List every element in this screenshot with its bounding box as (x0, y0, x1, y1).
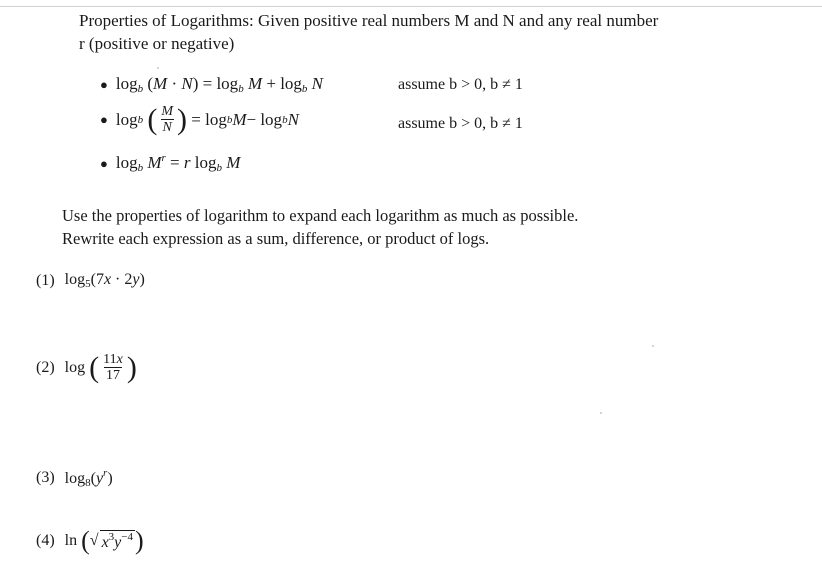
scan-speck (157, 67, 159, 69)
scan-speck (600, 412, 602, 414)
quotient-rule: ● log b ( $\frac{M}{N}$ ) = log b M − log b N (100, 102, 299, 136)
problem-expression: ln ( √ $x^3y^{-4}$ ) (64, 526, 144, 555)
problem-label: (1) (36, 271, 55, 289)
problem-expression: log ( $\frac{11x}{17}$ ) (64, 350, 137, 384)
problem-2 (36, 352, 137, 383)
quotient-rule-assumption: assume b > 0, b ≠ 1 (398, 115, 523, 132)
top-border (0, 6, 822, 7)
problem-label: (2) (36, 358, 55, 376)
problem-expression: $\log_5(7x \cdot 2y)$ (64, 271, 145, 290)
intro-line-1: Properties of Logarithms: Given positive real numbers M and N and any real number (79, 11, 659, 30)
problem-expression: $\log_8(y^r)$ (64, 467, 113, 489)
instructions-line-1: Use the properties of logarithm to expand each logarithm as much as possible. (62, 206, 579, 225)
intro-line-2: r (positive or negative) (79, 34, 235, 53)
problem-label: (4) (36, 532, 55, 549)
bullet-icon: ● (100, 156, 108, 171)
problem-label: (3) (36, 469, 55, 486)
instructions-line-2: Rewrite each expression as a sum, difference, or product of logs. (62, 229, 490, 248)
bullet-icon: ● (100, 77, 108, 92)
problem-3 (36, 467, 113, 489)
problem-4 (36, 526, 144, 556)
product-rule-assumption: assume b > 0, b ≠ 1 (398, 76, 523, 93)
bullet-icon: ● (100, 111, 108, 127)
scan-speck (652, 345, 654, 347)
product-rule: ● $\log_b (M \cdot N) = \log_b M + \log_b N$ (100, 74, 324, 95)
problem-1 (36, 271, 145, 290)
power-rule: ● $\log_b M^r = r$ $\log_b M$ (100, 152, 241, 174)
